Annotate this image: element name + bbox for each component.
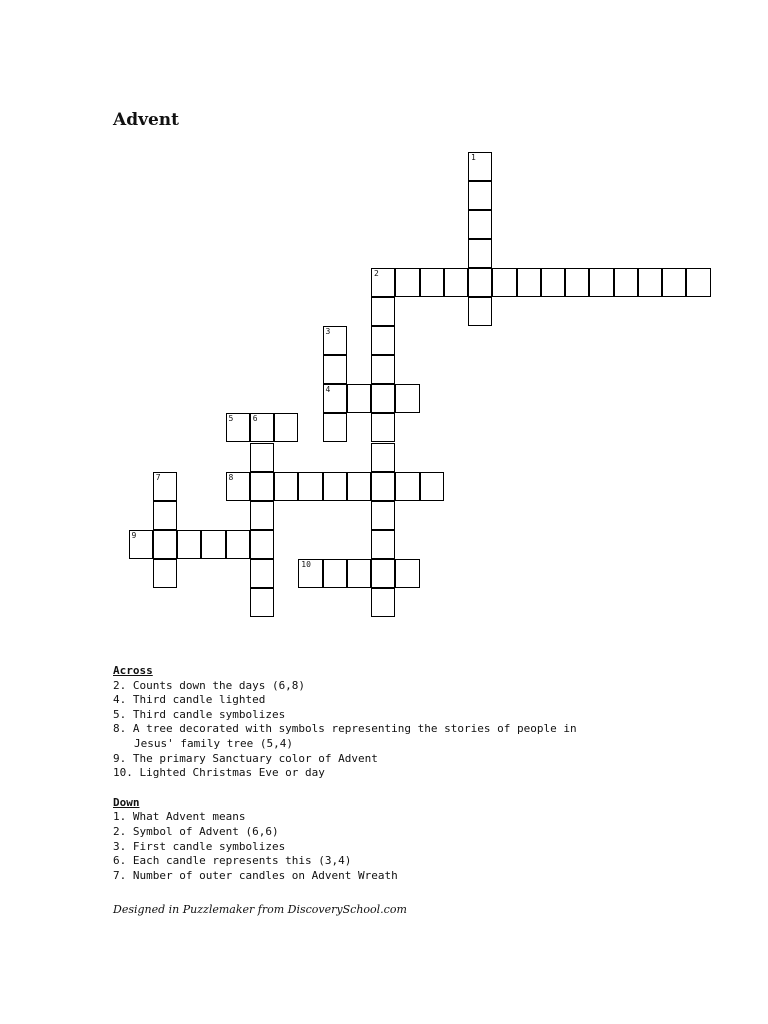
crossword-cell[interactable]: [153, 472, 177, 501]
crossword-cell[interactable]: [298, 472, 322, 501]
crossword-cell[interactable]: [129, 530, 153, 559]
crossword-cell[interactable]: [250, 472, 274, 501]
down-heading: Down: [113, 795, 140, 809]
crossword-cell[interactable]: [371, 355, 395, 384]
crossword-cell[interactable]: [153, 501, 177, 530]
crossword-cell[interactable]: [444, 268, 468, 297]
across-clue-list: [113, 679, 577, 781]
crossword-cell[interactable]: [589, 268, 613, 297]
clue-number: 10: [301, 559, 311, 569]
across-clue: 2. Counts down the days (6,8): [113, 678, 306, 692]
crossword-cell[interactable]: [274, 472, 298, 501]
crossword-cell[interactable]: [395, 384, 419, 413]
down-clue: 6. Each candle represents this (3,4): [113, 854, 352, 868]
crossword-cell[interactable]: [323, 326, 347, 355]
crossword-cell[interactable]: [153, 530, 177, 559]
across-clue: 4. Third candle lighted: [113, 693, 266, 707]
crossword-cell[interactable]: [614, 268, 638, 297]
across-clue: 5. Third candle symbolizes: [113, 707, 286, 721]
clue-number: 4: [325, 385, 331, 395]
crossword-cell[interactable]: [638, 268, 662, 297]
crossword-cell[interactable]: [468, 297, 492, 326]
crossword-cell[interactable]: [517, 268, 541, 297]
clue-number: 6: [252, 414, 258, 424]
clue-number: 9: [131, 530, 137, 540]
crossword-cell[interactable]: [250, 443, 274, 472]
across-clue: 9. The primary Sanctuary color of Advent: [113, 751, 378, 765]
crossword-cell[interactable]: [565, 268, 589, 297]
across-clue-continuation: Jesus' family tree (5,4): [134, 736, 293, 750]
crossword-cell[interactable]: [371, 472, 395, 501]
crossword-cell[interactable]: [201, 530, 225, 559]
crossword-cell[interactable]: [371, 530, 395, 559]
crossword-cell[interactable]: [541, 268, 565, 297]
clue-number: 8: [228, 472, 234, 482]
crossword-cell[interactable]: [323, 413, 347, 442]
clue-number: 1: [471, 152, 476, 162]
crossword-cell[interactable]: [468, 239, 492, 268]
crossword-cell[interactable]: [250, 413, 274, 442]
clue-number: 5: [228, 414, 234, 424]
crossword-cell[interactable]: [347, 472, 371, 501]
crossword-cell[interactable]: [250, 588, 274, 617]
puzzle-title: Advent: [113, 110, 179, 130]
crossword-cell[interactable]: [395, 268, 419, 297]
crossword-cell[interactable]: [153, 559, 177, 588]
down-clue: 7. Number of outer candles on Advent Wreath: [113, 868, 398, 882]
clue-number: 3: [325, 327, 331, 337]
crossword-cell[interactable]: [323, 384, 347, 413]
crossword-cell[interactable]: [420, 472, 444, 501]
crossword-cell[interactable]: [250, 530, 274, 559]
clue-number: 2: [374, 268, 379, 278]
crossword-cell[interactable]: [395, 559, 419, 588]
crossword-cell[interactable]: [226, 413, 250, 442]
crossword-cell[interactable]: [371, 268, 395, 297]
crossword-cell[interactable]: [347, 384, 371, 413]
crossword-cell[interactable]: [371, 384, 395, 413]
crossword-cell[interactable]: [371, 501, 395, 530]
crossword-cell[interactable]: [468, 210, 492, 239]
across-clue: 10. Lighted Christmas Eve or day: [113, 766, 325, 780]
credit-line: Designed in Puzzlemaker from DiscoverySchool.com: [113, 903, 407, 916]
crossword-cell[interactable]: [226, 530, 250, 559]
crossword-cell[interactable]: [371, 588, 395, 617]
crossword-cell[interactable]: [250, 501, 274, 530]
crossword-cell[interactable]: [371, 326, 395, 355]
clues-section: [113, 664, 577, 883]
down-clue-list: [113, 810, 577, 883]
crossword-cell[interactable]: [686, 268, 710, 297]
crossword-cell[interactable]: [420, 268, 444, 297]
crossword-cell[interactable]: [298, 559, 322, 588]
crossword-cell[interactable]: [323, 472, 347, 501]
crossword-cell[interactable]: [250, 559, 274, 588]
down-clue: 2. Symbol of Advent (6,6): [113, 824, 279, 838]
across-heading: Across: [113, 664, 153, 677]
crossword-cell[interactable]: [371, 443, 395, 472]
crossword-cell[interactable]: [662, 268, 686, 297]
crossword-cell[interactable]: [371, 297, 395, 326]
crossword-cell[interactable]: [177, 530, 201, 559]
crossword-cell[interactable]: [323, 355, 347, 384]
crossword-cell[interactable]: [395, 472, 419, 501]
crossword-cell[interactable]: [468, 152, 492, 181]
across-clue: 8. A tree decorated with symbols representing the stories of people in: [113, 722, 577, 736]
crossword-cell[interactable]: [468, 268, 492, 297]
crossword-cell[interactable]: [274, 413, 298, 442]
crossword-cell[interactable]: [371, 559, 395, 588]
crossword-cell[interactable]: [226, 472, 250, 501]
crossword-cell[interactable]: [347, 559, 371, 588]
crossword-cell[interactable]: [468, 181, 492, 210]
crossword-cell[interactable]: [371, 413, 395, 442]
down-clue: 1. What Advent means: [113, 810, 246, 824]
crossword-cell[interactable]: [323, 559, 347, 588]
crossword-cell[interactable]: [492, 268, 516, 297]
down-clue: 3. First candle symbolizes: [113, 839, 286, 853]
clue-number: 7: [155, 472, 161, 482]
